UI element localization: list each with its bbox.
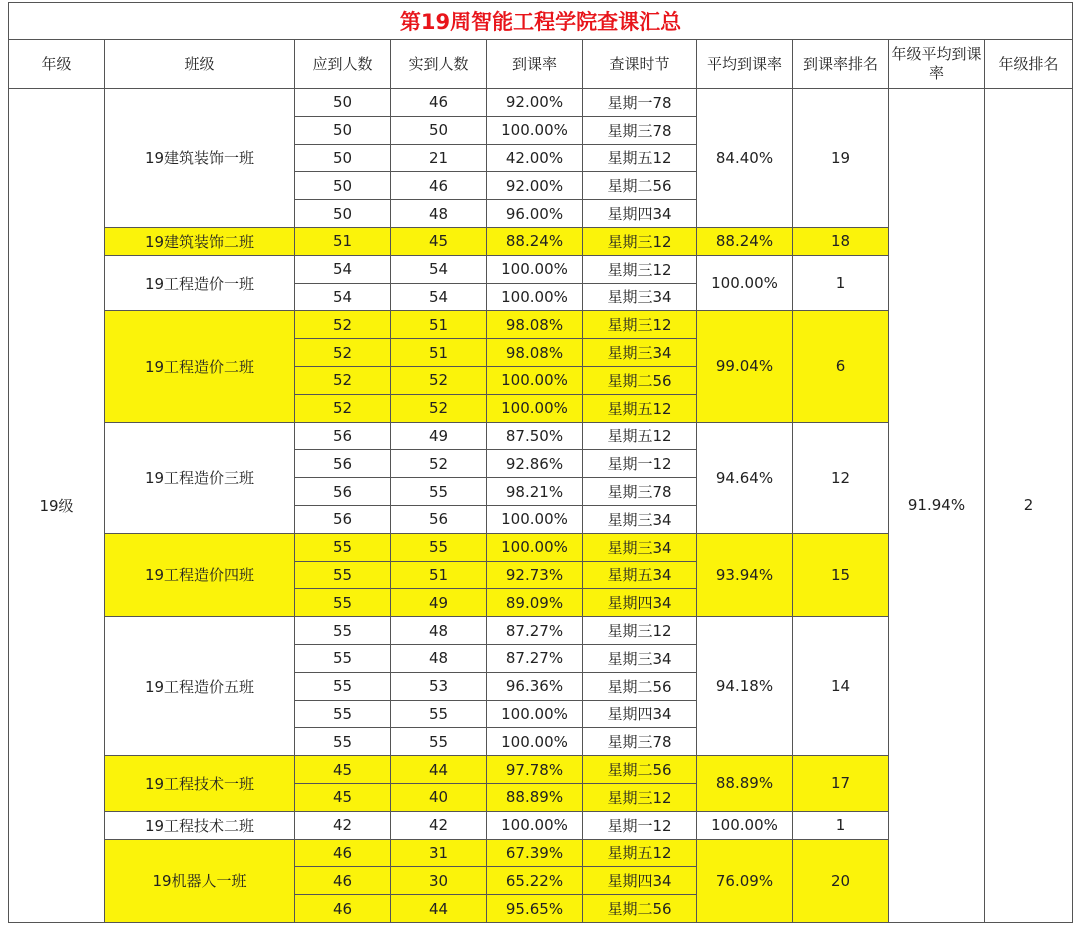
class-name-cell: 19工程造价二班 (105, 311, 295, 422)
period-cell: 星期三34 (583, 644, 697, 672)
header-grade-rank: 年级排名 (985, 40, 1073, 89)
avg-rate-cell: 88.24% (697, 227, 793, 255)
actual-cell: 30 (391, 867, 487, 895)
period-cell: 星期五12 (583, 839, 697, 867)
rate-cell: 67.39% (487, 839, 583, 867)
period-cell: 星期四34 (583, 589, 697, 617)
expected-cell: 55 (295, 617, 391, 645)
sheet-title: 第19周智能工程学院查课汇总 (9, 3, 1073, 40)
rate-cell: 95.65% (487, 895, 583, 923)
actual-cell: 52 (391, 366, 487, 394)
rank-cell: 20 (793, 839, 889, 922)
class-name-cell: 19工程造价四班 (105, 533, 295, 616)
class-name-cell: 19工程技术一班 (105, 756, 295, 812)
rate-cell: 92.73% (487, 561, 583, 589)
expected-cell: 55 (295, 728, 391, 756)
expected-cell: 54 (295, 255, 391, 283)
actual-cell: 46 (391, 172, 487, 200)
class-name-cell: 19建筑装饰一班 (105, 89, 295, 228)
period-cell: 星期三78 (583, 478, 697, 506)
table-row (9, 89, 1073, 117)
actual-cell: 40 (391, 783, 487, 811)
period-cell: 星期三12 (583, 311, 697, 339)
actual-cell: 53 (391, 672, 487, 700)
class-name-cell: 19工程造价五班 (105, 617, 295, 756)
expected-cell: 55 (295, 644, 391, 672)
actual-cell: 55 (391, 478, 487, 506)
period-cell: 星期四34 (583, 200, 697, 228)
attendance-table (8, 2, 1073, 923)
rank-cell: 18 (793, 227, 889, 255)
rate-cell: 42.00% (487, 144, 583, 172)
period-cell: 星期二56 (583, 172, 697, 200)
expected-cell: 42 (295, 811, 391, 839)
actual-cell: 55 (391, 700, 487, 728)
actual-cell: 45 (391, 227, 487, 255)
expected-cell: 56 (295, 505, 391, 533)
actual-cell: 52 (391, 394, 487, 422)
expected-cell: 56 (295, 422, 391, 450)
expected-cell: 56 (295, 450, 391, 478)
rate-cell: 97.78% (487, 756, 583, 784)
period-cell: 星期五12 (583, 394, 697, 422)
expected-cell: 45 (295, 756, 391, 784)
rate-cell: 100.00% (487, 366, 583, 394)
rank-cell: 1 (793, 255, 889, 311)
period-cell: 星期二56 (583, 895, 697, 923)
expected-cell: 50 (295, 89, 391, 117)
rate-cell: 87.27% (487, 644, 583, 672)
actual-cell: 52 (391, 450, 487, 478)
expected-cell: 50 (295, 144, 391, 172)
rate-cell: 89.09% (487, 589, 583, 617)
avg-rate-cell: 84.40% (697, 89, 793, 228)
period-cell: 星期五12 (583, 144, 697, 172)
rate-cell: 100.00% (487, 255, 583, 283)
actual-cell: 54 (391, 283, 487, 311)
rank-cell: 12 (793, 422, 889, 533)
period-cell: 星期三12 (583, 617, 697, 645)
class-name-cell: 19工程造价一班 (105, 255, 295, 311)
rate-cell: 96.00% (487, 200, 583, 228)
period-cell: 星期三34 (583, 339, 697, 367)
avg-rate-cell: 94.64% (697, 422, 793, 533)
actual-cell: 44 (391, 756, 487, 784)
expected-cell: 55 (295, 589, 391, 617)
period-cell: 星期一12 (583, 450, 697, 478)
period-cell: 星期五34 (583, 561, 697, 589)
actual-cell: 44 (391, 895, 487, 923)
rank-cell: 6 (793, 311, 889, 422)
rank-cell: 1 (793, 811, 889, 839)
rank-cell: 14 (793, 617, 889, 756)
rate-cell: 98.21% (487, 478, 583, 506)
period-cell: 星期一78 (583, 89, 697, 117)
rate-cell: 98.08% (487, 339, 583, 367)
rate-cell: 100.00% (487, 505, 583, 533)
actual-cell: 56 (391, 505, 487, 533)
actual-cell: 48 (391, 644, 487, 672)
expected-cell: 55 (295, 533, 391, 561)
grade-avg-rate-cell: 91.94% (889, 89, 985, 923)
header-avg-rate: 平均到课率 (697, 40, 793, 89)
header-rate-rank: 到课率排名 (793, 40, 889, 89)
rate-cell: 100.00% (487, 283, 583, 311)
rate-cell: 100.00% (487, 700, 583, 728)
period-cell: 星期三12 (583, 783, 697, 811)
rate-cell: 92.00% (487, 172, 583, 200)
expected-cell: 52 (295, 394, 391, 422)
expected-cell: 46 (295, 839, 391, 867)
rate-cell: 98.08% (487, 311, 583, 339)
period-cell: 星期二56 (583, 672, 697, 700)
rate-cell: 100.00% (487, 533, 583, 561)
rate-cell: 87.27% (487, 617, 583, 645)
rate-cell: 100.00% (487, 728, 583, 756)
rate-cell: 92.00% (487, 89, 583, 117)
header-rate: 到课率 (487, 40, 583, 89)
actual-cell: 55 (391, 533, 487, 561)
avg-rate-cell: 93.94% (697, 533, 793, 616)
expected-cell: 50 (295, 172, 391, 200)
expected-cell: 51 (295, 227, 391, 255)
expected-cell: 54 (295, 283, 391, 311)
avg-rate-cell: 76.09% (697, 839, 793, 922)
period-cell: 星期五12 (583, 422, 697, 450)
grade-cell: 19级 (9, 89, 105, 923)
actual-cell: 51 (391, 311, 487, 339)
rank-cell: 19 (793, 89, 889, 228)
period-cell: 星期三12 (583, 227, 697, 255)
expected-cell: 55 (295, 672, 391, 700)
period-cell: 星期三34 (583, 283, 697, 311)
actual-cell: 50 (391, 116, 487, 144)
period-cell: 星期一12 (583, 811, 697, 839)
actual-cell: 51 (391, 339, 487, 367)
rate-cell: 100.00% (487, 394, 583, 422)
expected-cell: 55 (295, 561, 391, 589)
expected-cell: 46 (295, 867, 391, 895)
actual-cell: 31 (391, 839, 487, 867)
expected-cell: 46 (295, 895, 391, 923)
header-class: 班级 (105, 40, 295, 89)
period-cell: 星期三78 (583, 116, 697, 144)
actual-cell: 21 (391, 144, 487, 172)
expected-cell: 52 (295, 311, 391, 339)
class-name-cell: 19工程技术二班 (105, 811, 295, 839)
avg-rate-cell: 88.89% (697, 756, 793, 812)
actual-cell: 48 (391, 200, 487, 228)
expected-cell: 52 (295, 366, 391, 394)
class-name-cell: 19建筑装饰二班 (105, 227, 295, 255)
actual-cell: 49 (391, 422, 487, 450)
attendance-sheet (8, 2, 1072, 923)
period-cell: 星期四34 (583, 700, 697, 728)
rate-cell: 100.00% (487, 811, 583, 839)
rate-cell: 100.00% (487, 116, 583, 144)
class-name-cell: 19机器人一班 (105, 839, 295, 922)
rate-cell: 92.86% (487, 450, 583, 478)
period-cell: 星期三34 (583, 505, 697, 533)
period-cell: 星期二56 (583, 756, 697, 784)
grade-rank-cell: 2 (985, 89, 1073, 923)
expected-cell: 50 (295, 200, 391, 228)
period-cell: 星期三12 (583, 255, 697, 283)
rate-cell: 88.89% (487, 783, 583, 811)
header-expected: 应到人数 (295, 40, 391, 89)
rank-cell: 17 (793, 756, 889, 812)
actual-cell: 42 (391, 811, 487, 839)
avg-rate-cell: 100.00% (697, 811, 793, 839)
expected-cell: 50 (295, 116, 391, 144)
expected-cell: 55 (295, 700, 391, 728)
period-cell: 星期二56 (583, 366, 697, 394)
actual-cell: 46 (391, 89, 487, 117)
rate-cell: 65.22% (487, 867, 583, 895)
table-body (9, 89, 1073, 923)
period-cell: 星期三78 (583, 728, 697, 756)
expected-cell: 56 (295, 478, 391, 506)
expected-cell: 52 (295, 339, 391, 367)
header-grade: 年级 (9, 40, 105, 89)
header-period: 查课时节 (583, 40, 697, 89)
actual-cell: 49 (391, 589, 487, 617)
class-name-cell: 19工程造价三班 (105, 422, 295, 533)
rate-cell: 87.50% (487, 422, 583, 450)
expected-cell: 45 (295, 783, 391, 811)
rate-cell: 88.24% (487, 227, 583, 255)
actual-cell: 54 (391, 255, 487, 283)
header-actual: 实到人数 (391, 40, 487, 89)
rate-cell: 96.36% (487, 672, 583, 700)
actual-cell: 48 (391, 617, 487, 645)
period-cell: 星期三34 (583, 533, 697, 561)
actual-cell: 55 (391, 728, 487, 756)
period-cell: 星期四34 (583, 867, 697, 895)
avg-rate-cell: 94.18% (697, 617, 793, 756)
avg-rate-cell: 100.00% (697, 255, 793, 311)
rank-cell: 15 (793, 533, 889, 616)
actual-cell: 51 (391, 561, 487, 589)
header-grade-avg-rate: 年级平均到课率 (889, 40, 985, 89)
avg-rate-cell: 99.04% (697, 311, 793, 422)
